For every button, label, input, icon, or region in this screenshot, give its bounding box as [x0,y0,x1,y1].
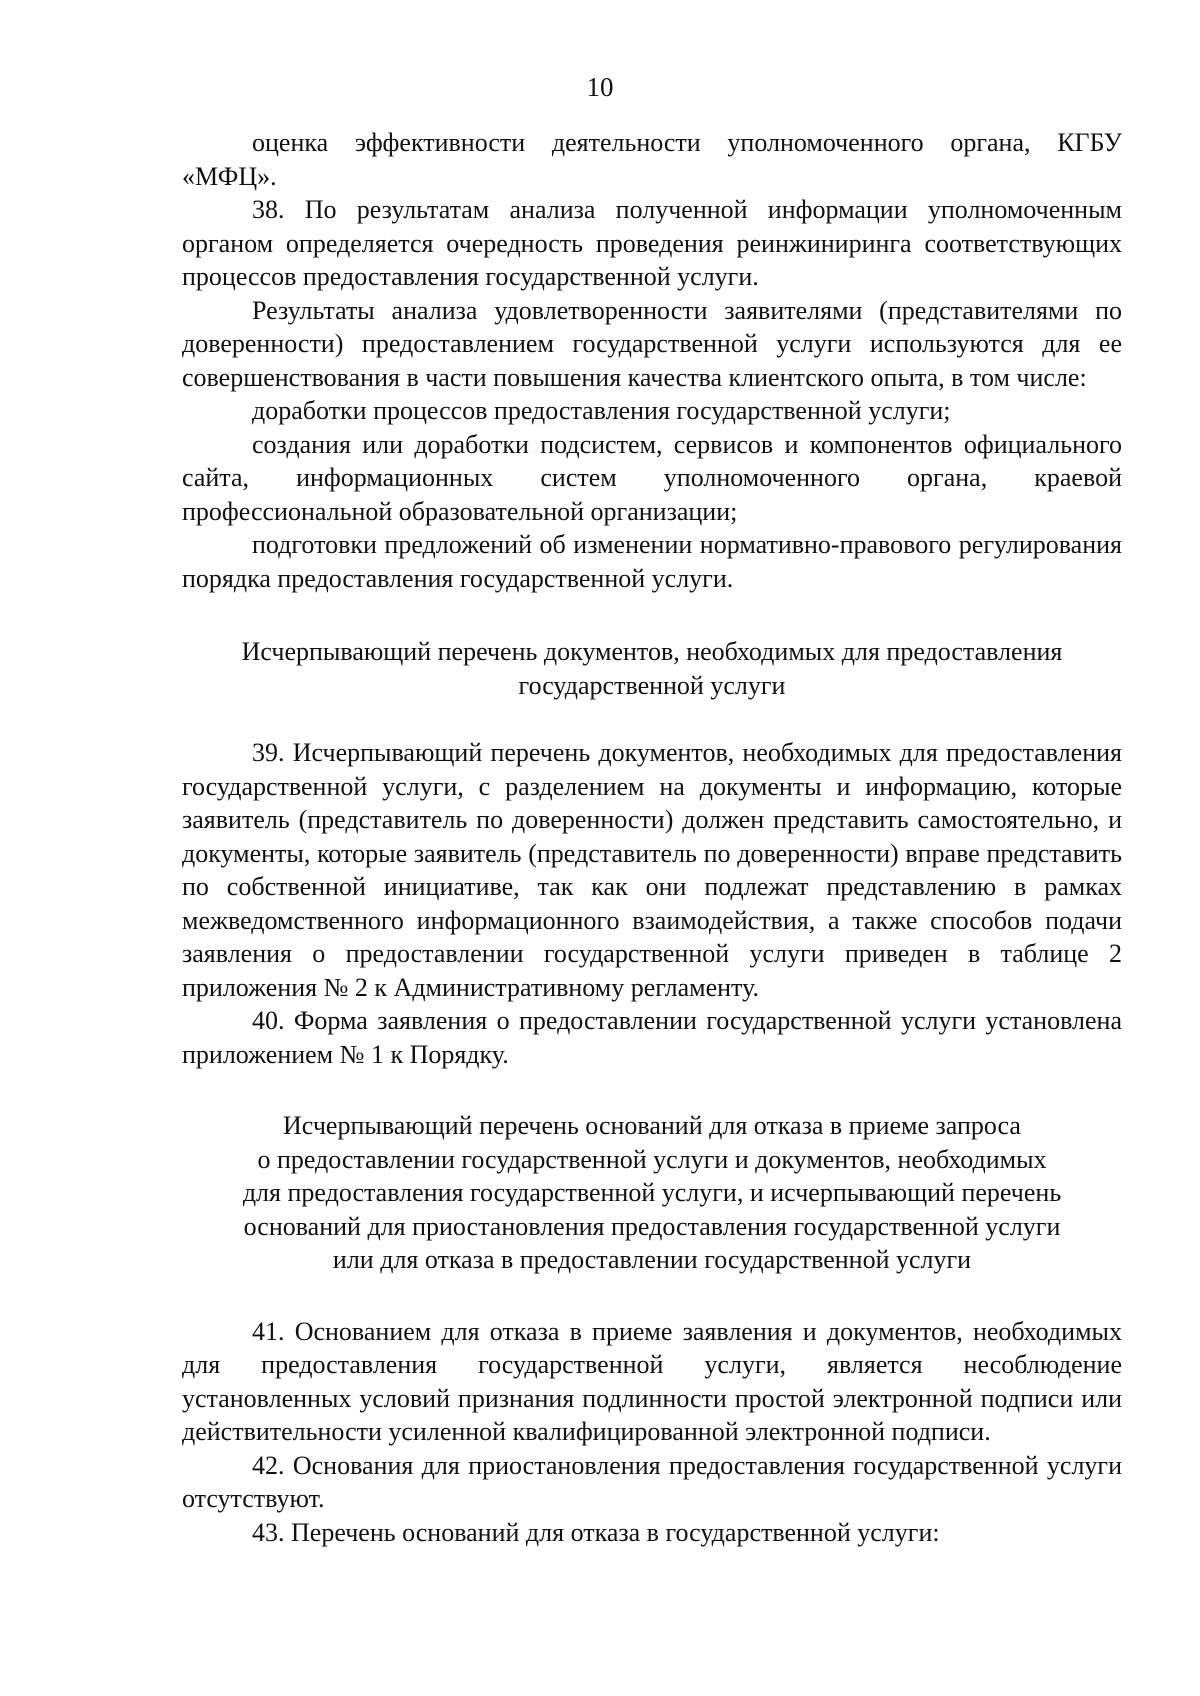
paragraph-satisfaction-results: Результаты анализа удовлетворенности заявителями (представителями по доверенности) предоставлением государственной услуги используются для ее совершенствования в части повышения качества клиентского опыта, в том числе: [182,295,1122,392]
list-item-regulation-proposals: подготовки предложений об изменении нормативно-правового регулирования порядка предоставления государственной услуги. [182,530,1122,593]
section-heading-line: Исчерпывающий перечень документов, необходимых для предоставления [241,637,1063,666]
section-heading-refusal-grounds [182,1109,1122,1277]
list-item-process-improvement: доработки процессов предоставления государственной услуги; [252,396,951,425]
paragraph-40: 40. Форма заявления о предоставлении государственной услуги установлена приложением № 1 к Порядку. [182,1006,1122,1069]
section-heading-line: или для отказа в предоставлении государственной услуги [332,1245,972,1274]
paragraph-38: 38. По результатам анализа полученной информации уполномоченным органом определяется очередность проведения реинжиниринга соответствующих процессов предоставления государственной услуги. [182,195,1122,291]
section-heading-line: Исчерпывающий перечень оснований для отказа в приеме запроса [283,1111,1021,1140]
list-item-subsystems: создания или доработки подсистем, сервисов и компонентов официального сайта, информационных систем уполномоченного органа, краевой профессиональной образовательной организации; [182,429,1122,526]
paragraph-41: 41. Основанием для отказа в приеме заявления и документов, необходимых для предоставления государственной услуги, является несоблюдение установленных условий признания подлинности простой электронной подписи или действительности усиленной квалифицированной электронной подписи. [182,1316,1122,1446]
section-heading-line: о предоставлении государственной услуги и документов, необходимых [257,1144,1047,1174]
page-number: 10 [586,72,614,102]
paragraph-43: 43. Перечень оснований для отказа в государственной услуги: [252,1517,940,1547]
section-heading-line: государственной услуги [518,670,786,700]
paragraph-efficiency-assessment: оценка эффективности деятельности уполномоченного органа, КГБУ «МФЦ». [182,128,1122,191]
document-body [182,126,1122,1549]
section-heading-line: для предоставления государственной услуги, и исчерпывающий перечень [242,1178,1062,1207]
paragraph-42: 42. Основания для приостановления предоставления государственной услуги отсутствуют. [182,1450,1122,1513]
section-heading-line: оснований для приостановления предоставления государственной услуги [243,1211,1061,1241]
section-heading-documents [182,635,1122,702]
paragraph-39: 39. Исчерпывающий перечень документов, необходимых для предоставления государственной услуги, с разделением на документы и информацию, которые заявитель (представитель по доверенности) должен представить самостоятельно, и документы, которые заявитель (представитель по доверенности) вправе представить по собственной инициативе, так как они подлежат представлению в рамках межведомственного информационного взаимодействия, а также способов подачи заявления о предоставлении государственной услуги приведен в таблице 2 приложения № 2 к Административному регламенту. [182,738,1122,1002]
